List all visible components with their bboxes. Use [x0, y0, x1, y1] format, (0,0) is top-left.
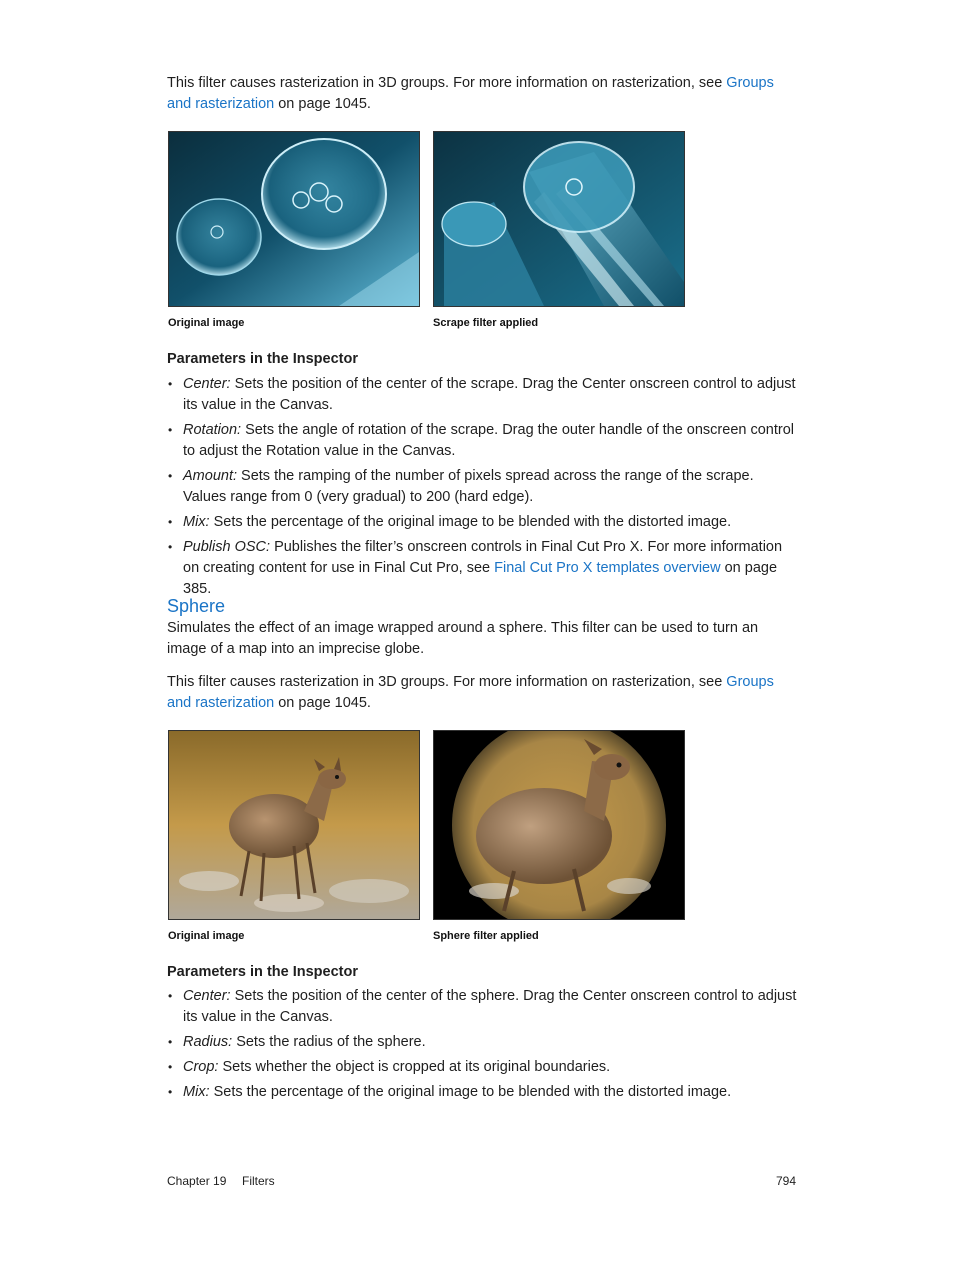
list-item: • Amount: Sets the ramping of the number of pixels spread across the range of the scrape. Values range from 0 (very gradual) to 200 (hard edge). — [167, 466, 797, 508]
list-item: • Center: Sets the position of the center of the sphere. Drag the Center onscreen control to adjust its value in the Canvas. — [167, 986, 797, 1028]
intro-text: This filter causes rasterization in 3D groups. For more information on rasterization, see — [167, 75, 727, 91]
groups-rasterization-link[interactable]: Groups and rasterization — [167, 674, 774, 711]
jellyfish-original-image — [168, 131, 420, 307]
list-item: • Rotation: Sets the angle of rotation of the scrape. Drag the outer handle of the onscreen control to adjust the Rotation value in the Canvas. — [167, 420, 797, 462]
list-item: • Mix: Sets the percentage of the original image to be blended with the distorted image. — [167, 512, 797, 533]
footer-section-link[interactable]: Filters — [242, 1174, 275, 1188]
list-item: • Crop: Sets whether the object is cropped at its original boundaries. — [167, 1057, 797, 1078]
sphere-description: Simulates the effect of an image wrapped around a sphere. This filter can be used to turn an image of a map into an imprecise globe. — [167, 620, 759, 657]
dikdik-original-image — [168, 730, 420, 920]
groups-rasterization-link[interactable]: Groups and rasterization — [167, 75, 774, 112]
dikdik-sphere-image — [433, 730, 685, 920]
list-item: • Radius: Sets the radius of the sphere. — [167, 1032, 797, 1053]
footer-chapter: Chapter 19 — [167, 1174, 227, 1188]
intro-text-after: on page 1045. — [274, 96, 371, 112]
intro-paragraph — [167, 73, 787, 115]
list-item: • Mix: Sets the percentage of the original image to be blended with the distorted image. — [167, 1082, 797, 1103]
sphere-params-list — [167, 986, 797, 1107]
sphere-params-heading: Parameters in the Inspector — [167, 964, 358, 980]
sphere-caption-filtered: Sphere filter applied — [433, 930, 539, 942]
list-item: • Center: Sets the position of the center of the scrape. Drag the Center onscreen control to adjust its value in the Canvas. — [167, 374, 797, 416]
fcp-templates-link[interactable]: Final Cut Pro X templates overview — [494, 560, 721, 576]
scrape-params-list — [167, 374, 797, 604]
sphere-intro-paragraph: This filter causes rasterization in 3D groups. For more information on rasterization, see Groups and rasterization on page 1045. — [167, 674, 774, 711]
scrape-caption-original: Original image — [168, 317, 245, 329]
jellyfish-scrape-image — [433, 131, 685, 307]
sphere-caption-original: Original image — [168, 930, 245, 942]
section-title-sphere: Sphere — [167, 596, 226, 616]
list-item: • Publish OSC: Publishes the filter’s onscreen controls in Final Cut Pro X. For more information on creating content for use in Final Cut Pro, see Final Cut Pro X templates overview on page 385. — [167, 537, 797, 600]
page-number: 794 — [776, 1174, 797, 1188]
scrape-caption-filtered: Scrape filter applied — [433, 317, 539, 329]
scrape-params-heading: Parameters in the Inspector — [167, 351, 358, 367]
